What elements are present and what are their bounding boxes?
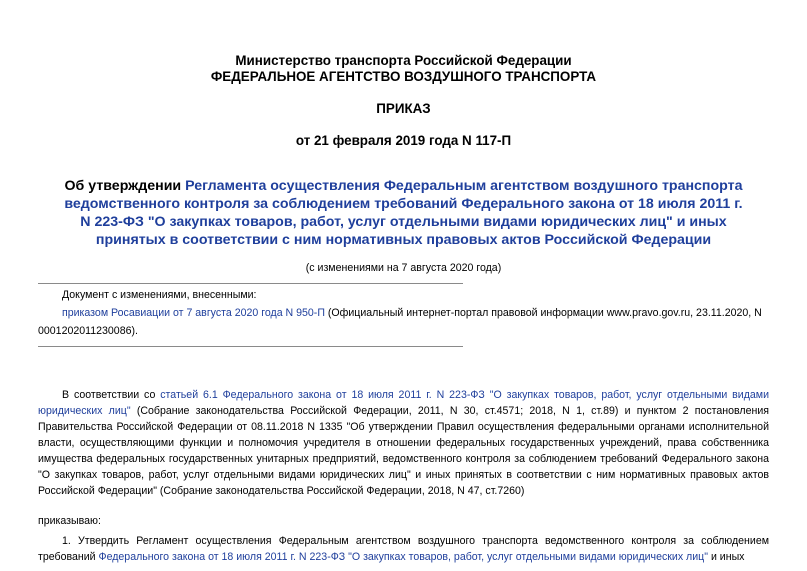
ministry-name: Министерство транспорта Российской Федерации	[235, 53, 572, 68]
changes-note: (с изменениями на 7 августа 2020 года)	[305, 262, 502, 274]
amendment-bottom-divider	[38, 346, 463, 347]
title-prefix: Об утверждении	[64, 178, 186, 194]
document-date-number: от 21 февраля 2019 года N 117-П	[295, 133, 512, 148]
agency-name: ФЕДЕРАЛЬНОЕ АГЕНТСТВО ВОЗДУШНОГО ТРАНСПОРТА	[210, 69, 597, 84]
amendment-source: (Официальный интернет-портал правовой информации www.pravo.gov.ru, 23.11.2020, N 0001202011230086).	[38, 307, 762, 337]
title-regulation-link[interactable]: Регламента осуществления Федеральным агентством воздушного транспорта ведомственного контроля за соблюдением требований Федерального закона от 18 июля 2011 г. N 223-ФЗ "О закупках товаров, работ, услуг отдельными видами юридических лиц" и иных принятых в соответствии с ним нормативных правовых актов Российской Федерации	[64, 178, 743, 248]
preamble-text: (Собрание законодательства Российской Федерации, 2011, N 30, ст.4571; 2018, N 1, ст.89) и пунктом 2 постановления Правительства Российской Федерации от 08.11.2018 N 1335 "Об утверждении Правил осуществления федеральными органами исполнительной власти, осуществляющими функции и полномочия учредителя в отношении федеральных государственных учреждений, права собственника имущества федеральных государственных унитарных предприятий, ведомственного контроля за соблюдением требований Федерального закона "О закупках товаров, работ, услуг отдельными видами юридических лиц" и иных принятых в соответствии с ним нормативных правовых актов Российской Федерации" (Собрание законодательства Российской Федерации, 2018, N 47, ст.7260)	[38, 405, 769, 497]
amendment-note	[38, 286, 769, 340]
document-type: ПРИКАЗ	[376, 101, 431, 116]
amendment-order-link[interactable]: приказом Росавиации от 7 августа 2020 года N 950-П	[62, 307, 325, 319]
preamble-law-article-link[interactable]: статьей 6.1 Федерального закона от 18 июля 2011 г. N 223-ФЗ "О закупках товаров, работ, услуг отдельными видами юридических лиц"	[38, 389, 769, 417]
amendment-details	[38, 304, 769, 340]
document-title	[58, 177, 749, 249]
preamble-paragraph	[38, 387, 769, 499]
item-1-start: 1. Утвердить Регламент осуществления Федеральным агентством воздушного транспорта ведомственного контроля за соблюдением требований	[38, 535, 769, 563]
amendment-intro: Документ с изменениями, внесенными:	[62, 289, 257, 301]
preamble-start: В соответствии со	[62, 389, 161, 401]
item-1-paragraph	[38, 533, 769, 565]
decree-verb: приказываю:	[38, 515, 101, 527]
amendment-top-divider	[38, 283, 463, 284]
item-1-end: и иных	[708, 551, 745, 563]
item-1-law-link[interactable]: Федерального закона от 18 июля 2011 г. N 223-ФЗ "О закупках товаров, работ, услуг отдельными видами юридических лиц"	[98, 551, 708, 563]
